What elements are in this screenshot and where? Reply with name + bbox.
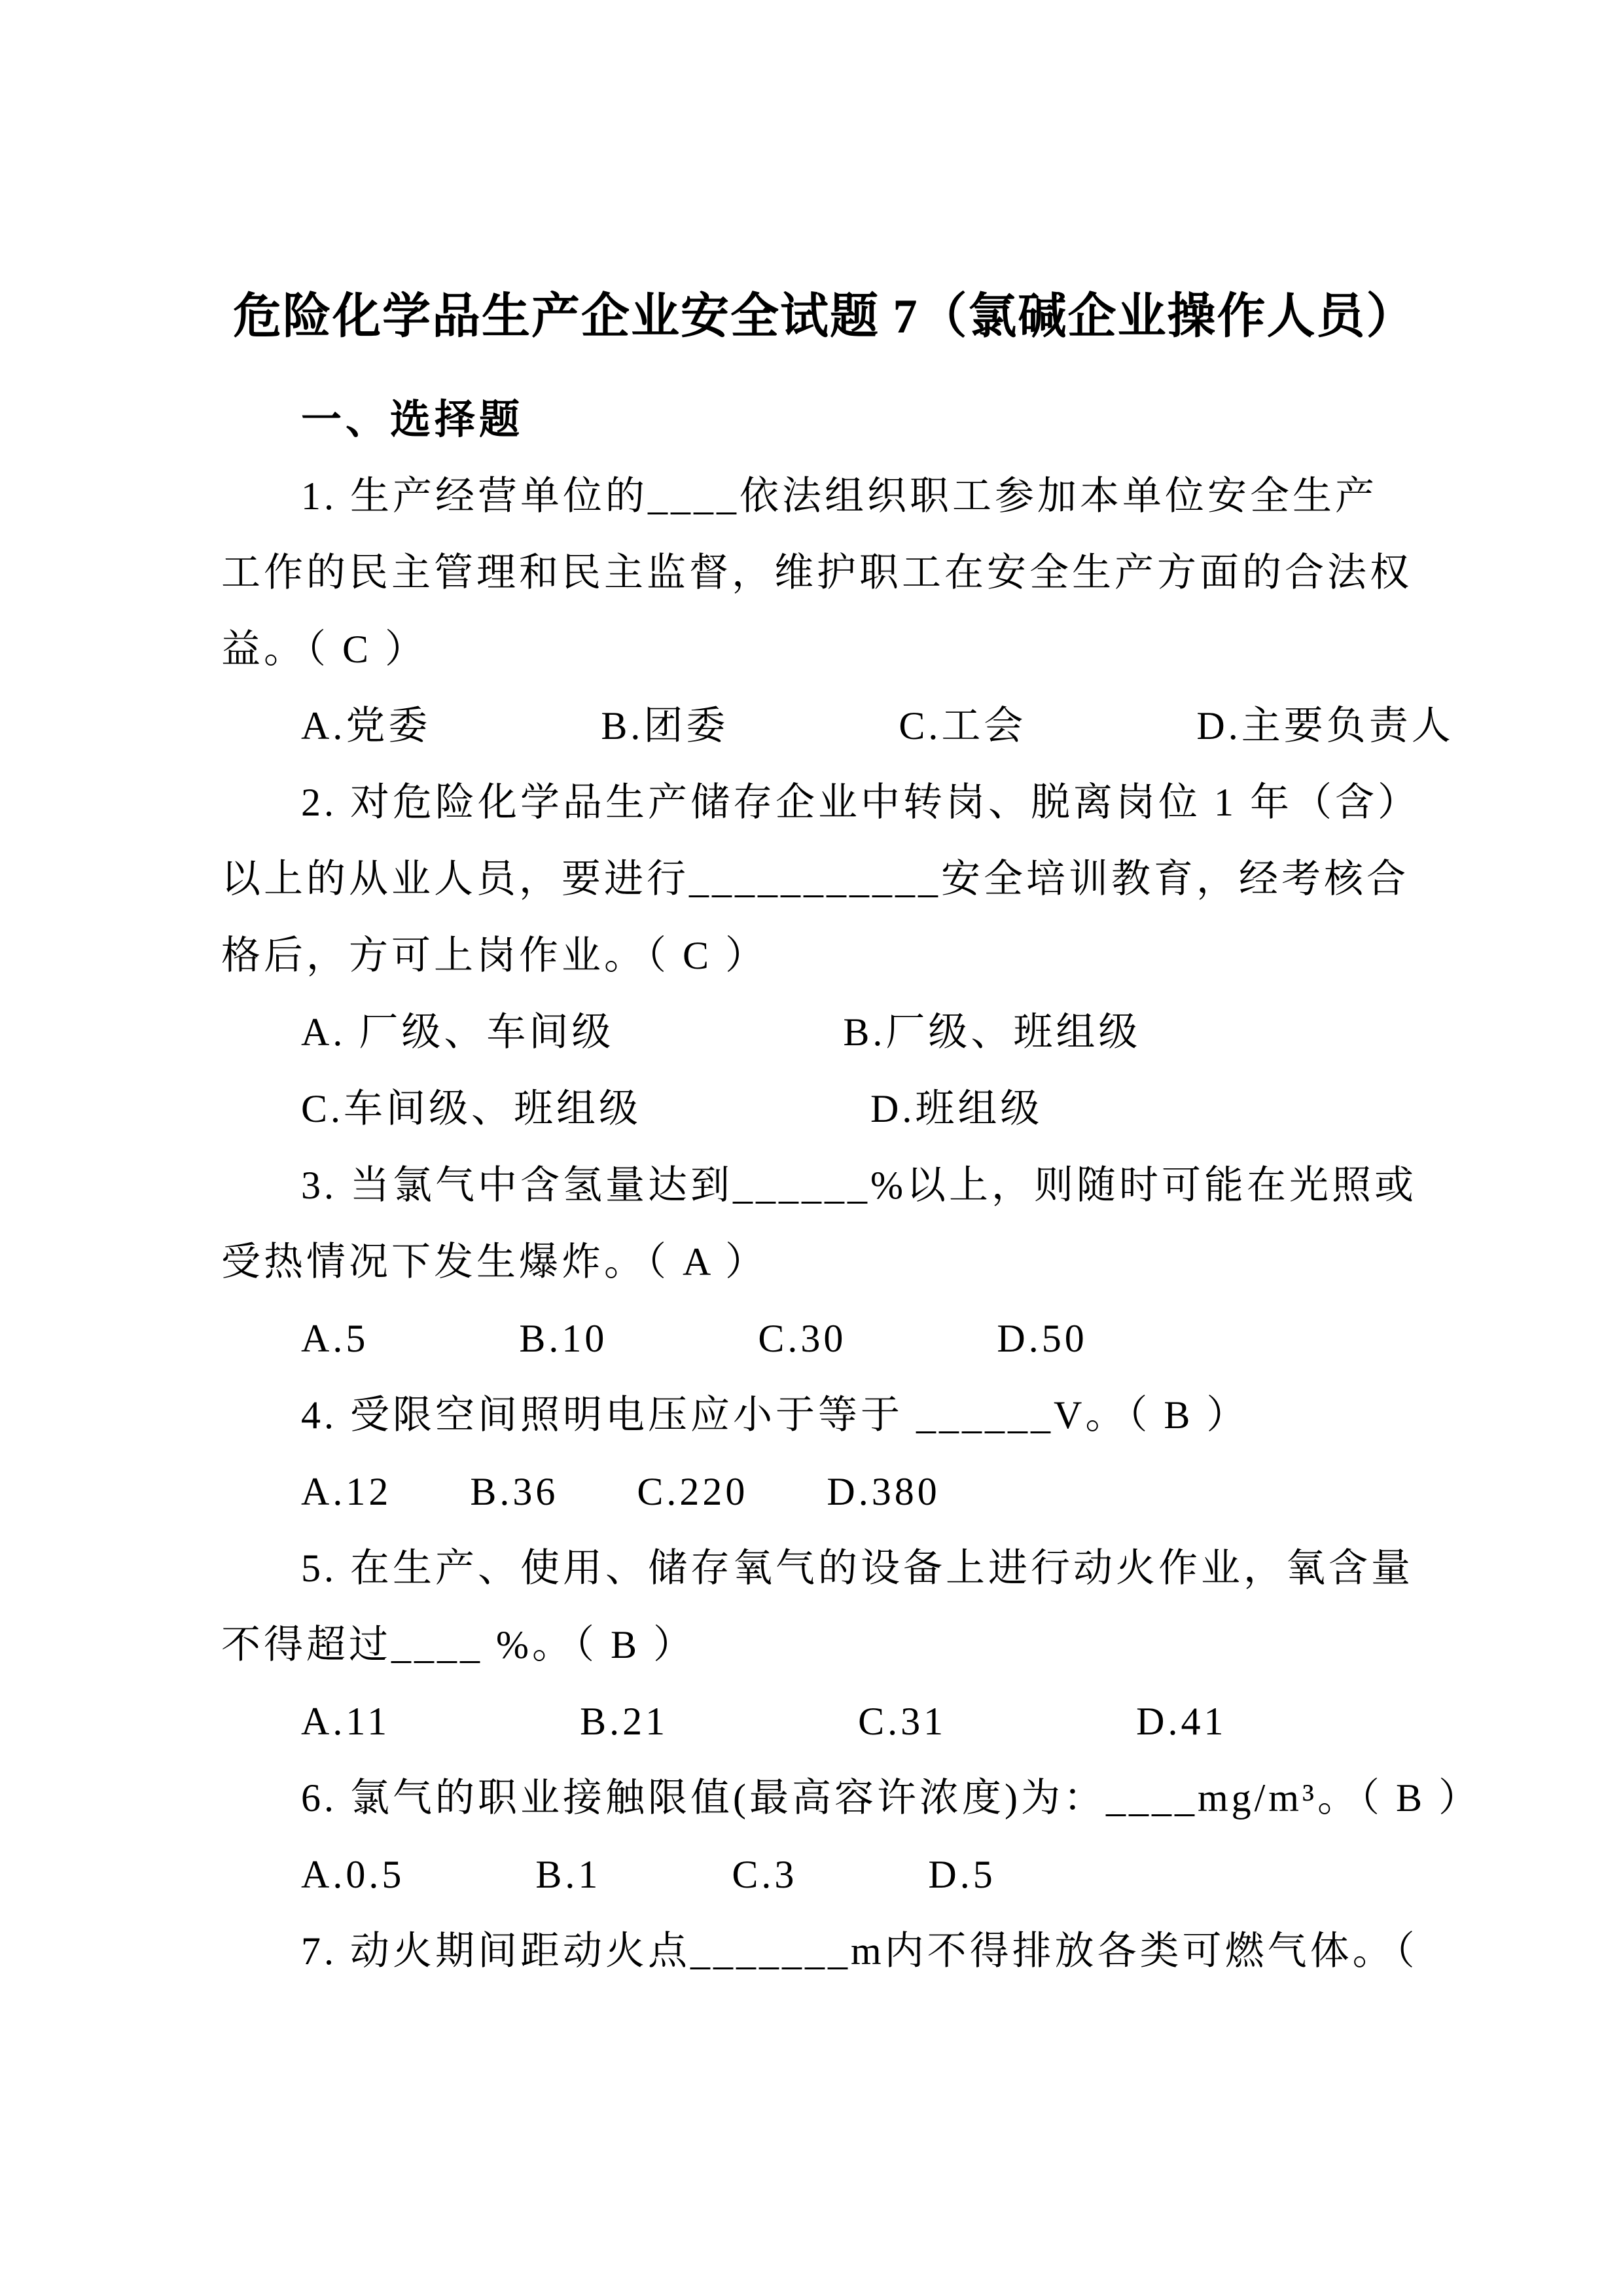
question-6-option-b: B.1 [535, 1852, 601, 1896]
question-5-option-b: B.21 [580, 1699, 669, 1743]
question-1 [221, 458, 1454, 764]
question-4-option-d: D.380 [827, 1469, 940, 1513]
question-3-line-2: 受热情况下发生爆炸。（ A ） [221, 1240, 768, 1283]
question-2-options-row-1 [221, 994, 1407, 1071]
question-2-option-c: C.车间级、班组级 [301, 1086, 642, 1130]
question-2-option-a: A. 厂级、车间级 [301, 1010, 615, 1054]
question-1-line-2: 工作的民主管理和民主监督，维护职工在安全生产方面的合法权 [221, 550, 1412, 594]
question-7 [221, 1913, 1418, 1990]
question-3-option-b: B.10 [519, 1316, 608, 1360]
question-1-option-a: A.党委 [301, 704, 431, 747]
question-4-option-b: B.36 [470, 1469, 559, 1513]
question-5-options-row [221, 1683, 1407, 1760]
question-6-option-c: C.3 [732, 1852, 798, 1896]
question-2-options-row-2 [221, 1071, 1407, 1147]
question-5-line-2: 不得超过____ %。（ B ） [221, 1623, 696, 1666]
question-5-option-a: A.11 [301, 1699, 391, 1743]
question-2 [221, 764, 1420, 1147]
question-6-line-1: 6. 氯气的职业接触限值(最高容许浓度)为：____mg/m³。（ B ） [301, 1776, 1481, 1820]
question-6-option-a: A.0.5 [301, 1852, 405, 1896]
question-5 [221, 1530, 1414, 1760]
question-5-option-c: C.31 [858, 1699, 947, 1743]
question-3-option-c: C.30 [758, 1316, 847, 1360]
question-3-option-a: A.5 [301, 1316, 369, 1360]
question-1-options-row [221, 688, 1454, 764]
question-4-option-a: A.12 [301, 1469, 392, 1513]
question-3-options-row [221, 1300, 1407, 1377]
question-2-line-2: 以上的从业人员，要进行___________安全培训教育，经考核合 [221, 857, 1409, 901]
question-1-option-c: C.工会 [899, 704, 1027, 747]
question-4 [221, 1377, 1407, 1530]
question-3 [221, 1147, 1417, 1377]
question-4-line-1: 4. 受限空间照明电压应小于等于 ______V。（ B ） [301, 1393, 1249, 1437]
question-1-line-1: 1. 生产经营单位的____依法组织职工参加本单位安全生产 [301, 474, 1378, 518]
question-6-option-d: D.5 [928, 1852, 996, 1896]
question-2-option-d: D.班组级 [870, 1086, 1043, 1130]
page-title: 危险化学品生产企业安全试题 7（氯碱企业操作人员） [233, 290, 1416, 344]
question-2-line-3: 格后，方可上岗作业。（ C ） [221, 933, 768, 977]
question-3-option-d: D.50 [997, 1316, 1088, 1360]
question-2-option-b: B.厂级、班组级 [843, 1010, 1141, 1054]
question-4-option-c: C.220 [637, 1469, 749, 1513]
question-5-line-1: 5. 在生产、使用、储存氧气的设备上进行动火作业，氧含量 [301, 1546, 1414, 1590]
question-3-line-1: 3. 当氯气中含氢量达到______%以上，则随时可能在光照或 [301, 1163, 1417, 1207]
section-heading-choice-questions: 一、选择题 [301, 397, 524, 442]
question-5-option-d: D.41 [1136, 1699, 1227, 1743]
question-1-option-b: B.团委 [601, 704, 729, 747]
question-6 [221, 1760, 1481, 1913]
question-7-line-1: 7. 动火期间距动火点_______m内不得排放各类可燃气体。（ [301, 1929, 1418, 1973]
question-6-options-row [221, 1837, 1407, 1913]
question-1-line-3: 益。（ C ） [221, 627, 428, 671]
question-2-line-1: 2. 对危险化学品生产储存企业中转岗、脱离岗位 1 年（含） [301, 780, 1420, 824]
question-4-options-row [221, 1454, 1407, 1530]
question-1-option-d: D.主要负责人 [1196, 704, 1454, 747]
